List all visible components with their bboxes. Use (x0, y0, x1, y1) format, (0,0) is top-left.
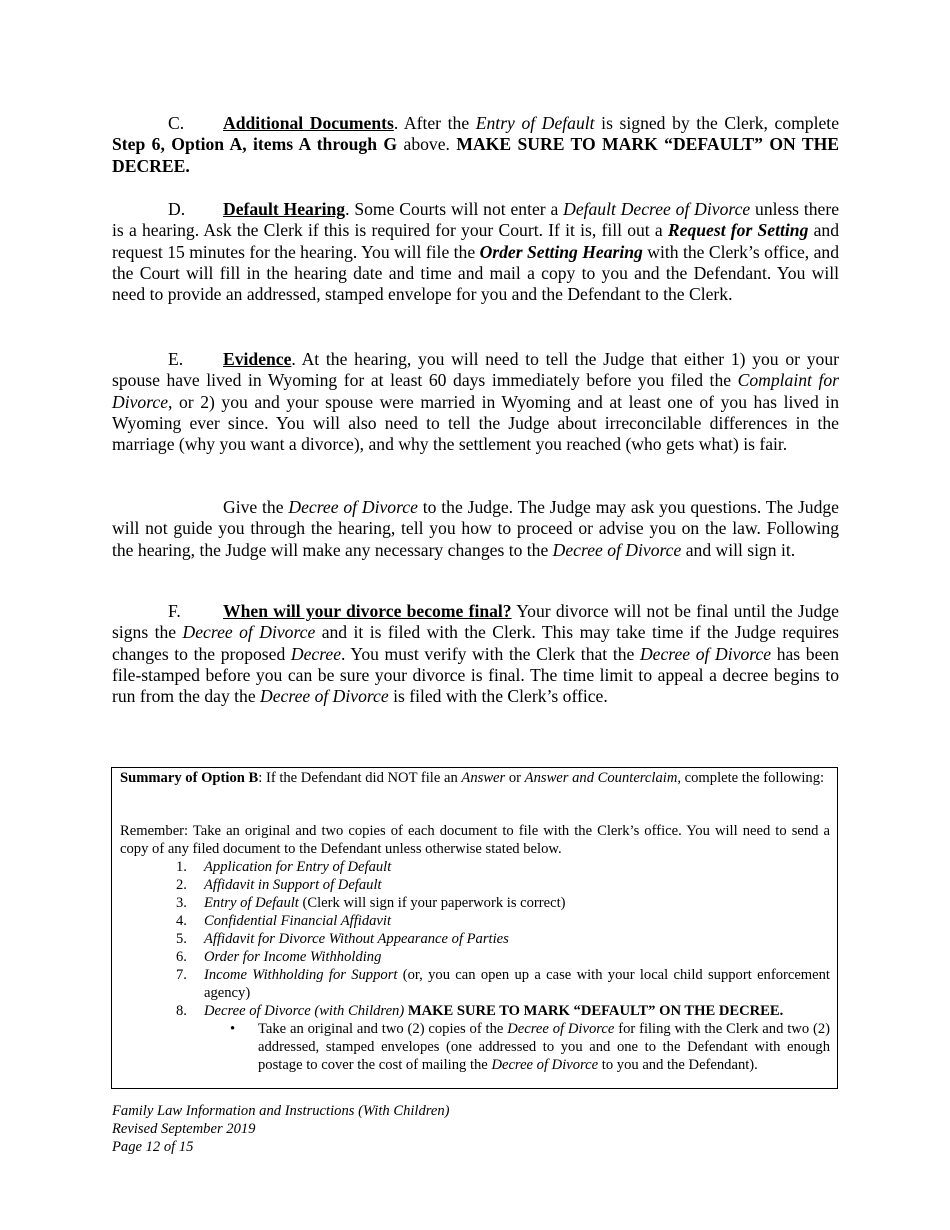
section-f-letter: F. (168, 601, 181, 621)
text-bold-italic: Request for Setting (667, 220, 809, 241)
text: and it is filed with the Clerk. This may take time if the Judge requires changes to the proposed (112, 622, 839, 664)
list-item (120, 894, 830, 912)
text: (or, you can open up a case with your local child support enforcement agency) (204, 967, 830, 1001)
list-item (120, 912, 830, 930)
document-title: Income Withholding for Support (204, 967, 398, 983)
text: Your divorce will not be final until the Judge signs the (112, 601, 839, 643)
text: unless there is a hearing. Ask the Clerk if this is required for your Court. If it is, fill out a (112, 199, 839, 241)
list-number: 4. (176, 913, 187, 929)
list-number: 1. (176, 859, 187, 875)
document-title: Order for Income Withholding (204, 949, 382, 965)
section-c-paragraph (112, 113, 839, 177)
text: with the Clerk’s office, and the Court will fill in the hearing date and time and mail a copy to you and the Defendant. You will need to provide an addressed, stamped envelope for you and the Defendant to the Clerk. (112, 241, 840, 305)
list-item (120, 1002, 830, 1020)
text: Take an original and two (2) copies of the (258, 1021, 508, 1037)
text: Give the (223, 497, 289, 517)
text-bold: MAKE SURE TO MARK “DEFAULT” ON THE DECREE. (112, 134, 839, 176)
section-d-letter: D. (168, 199, 186, 219)
list-number: 6. (176, 949, 187, 965)
text-bold: MAKE SURE TO MARK “DEFAULT” ON THE DECREE. (404, 1003, 784, 1019)
text-italic: Decree of Divorce (639, 643, 772, 664)
text: is signed by the Clerk, complete (594, 113, 839, 133)
document-checklist (120, 858, 830, 1074)
list-item (120, 966, 830, 1002)
text-bold-italic: Order Setting Hearing (479, 241, 643, 262)
text-italic: Decree of Divorce (491, 1057, 599, 1073)
text-italic: Decree (290, 643, 342, 664)
section-d-heading: Default Hearing (223, 199, 346, 219)
text: . Some Courts will not enter a (345, 199, 564, 219)
list-item (120, 858, 830, 876)
remember-note: Remember: Take an original and two copies of each document to file with the Clerk’s office. You will need to send a copy of any filed document to the Defendant unless otherwise stated below. (120, 823, 830, 857)
text-italic: Answer and Counterclaim (524, 770, 678, 786)
section-d-paragraph (112, 199, 839, 305)
summary-box (111, 767, 838, 1089)
text: for filing with the Clerk and two (2) addressed, stamped envelopes (one addressed to you and one to the Defendant with enough postage to cover the cost of mailing the (258, 1021, 830, 1073)
list-number: 2. (176, 877, 187, 893)
text: is filed with the Clerk’s office. (388, 686, 608, 707)
text-italic: Default Decree of Divorce (563, 199, 751, 219)
text: , or 2) you and your spouse were married in Wyoming and at least one of you has lived in Wyoming ever since. You will also need to tell the Judge about irreconcilable differences in the marriage (why you want a divorce), and why the settlement you reached (who gets what) is fair. (112, 391, 839, 455)
document-title: Decree of Divorce (with Children) (204, 1003, 405, 1019)
list-item (120, 930, 830, 948)
text: above. (397, 134, 457, 155)
section-c-letter: C. (168, 113, 185, 133)
list-item (120, 948, 830, 966)
page-footer (112, 1102, 450, 1156)
footer-title: Family Law Information and Instructions (With Children) (112, 1103, 450, 1119)
footer-page-number: Page 12 of 15 (112, 1139, 194, 1155)
text-bold: Step 6, Option A, items A through G (112, 134, 398, 155)
list-number: 8. (176, 1003, 187, 1019)
section-c-heading: Additional Documents (223, 113, 394, 133)
text: . After the (393, 113, 476, 133)
document-title: Confidential Financial Affidavit (204, 913, 392, 929)
list-item (120, 876, 830, 894)
text: to the Judge. The Judge may ask you questions. The Judge will not guide you through the hearing, tell you how to proceed or advise you on the law. Following the hearing, the Judge will make any necessary changes to the (112, 497, 839, 560)
text: and will sign it. (681, 539, 796, 560)
text-italic: Decree of Divorce (260, 686, 389, 707)
text: has been file-stamped before you can be sure your divorce is final. The time limit to appeal a decree begins to run from the day the (112, 643, 839, 707)
footer-revision: Revised September 2019 (112, 1121, 256, 1137)
text-italic: Answer (461, 770, 506, 786)
text: (Clerk will sign if your paperwork is correct) (298, 895, 566, 911)
list-number: 3. (176, 895, 187, 911)
text: to you and the Defendant). (598, 1057, 758, 1073)
text: , complete the following: (677, 770, 825, 786)
document-title: Affidavit for Divorce Without Appearance of Parties (204, 931, 509, 947)
text-italic: Decree of Divorce (507, 1021, 615, 1037)
give-decree-paragraph (112, 497, 839, 561)
text: or (505, 770, 525, 786)
text: : If the Defendant did NOT file an (258, 770, 462, 786)
summary-title: Summary of Option B (120, 770, 259, 786)
section-e-paragraph (112, 349, 839, 455)
text-italic: Decree of Divorce (182, 622, 316, 643)
text: and request 15 minutes for the hearing. You will file the (112, 220, 839, 262)
document-title: Entry of Default (204, 895, 299, 911)
text: . You must verify with the Clerk that the (341, 643, 640, 664)
section-e-heading: Evidence (223, 349, 292, 369)
document-title: Application for Entry of Default (204, 859, 392, 875)
bullet-item (120, 1020, 830, 1074)
bullet-icon: • (230, 1021, 236, 1037)
text-italic: Entry of Default (475, 113, 595, 133)
list-number: 5. (176, 931, 187, 947)
summary-intro (120, 769, 830, 787)
text-italic: Decree of Divorce (288, 497, 418, 517)
list-number: 7. (176, 967, 187, 983)
section-f-heading: When will your divorce become final? (223, 601, 512, 621)
section-e-letter: E. (168, 349, 184, 369)
document-title: Affidavit in Support of Default (204, 877, 382, 893)
section-f-paragraph (112, 601, 839, 707)
text: . At the hearing, you will need to tell the Judge that either 1) you or your spouse have lived in Wyoming for at least 60 days immediately before you filed the (112, 349, 839, 391)
text-italic: Complaint for Divorce (112, 370, 839, 412)
text-italic: Decree of Divorce (552, 539, 682, 560)
